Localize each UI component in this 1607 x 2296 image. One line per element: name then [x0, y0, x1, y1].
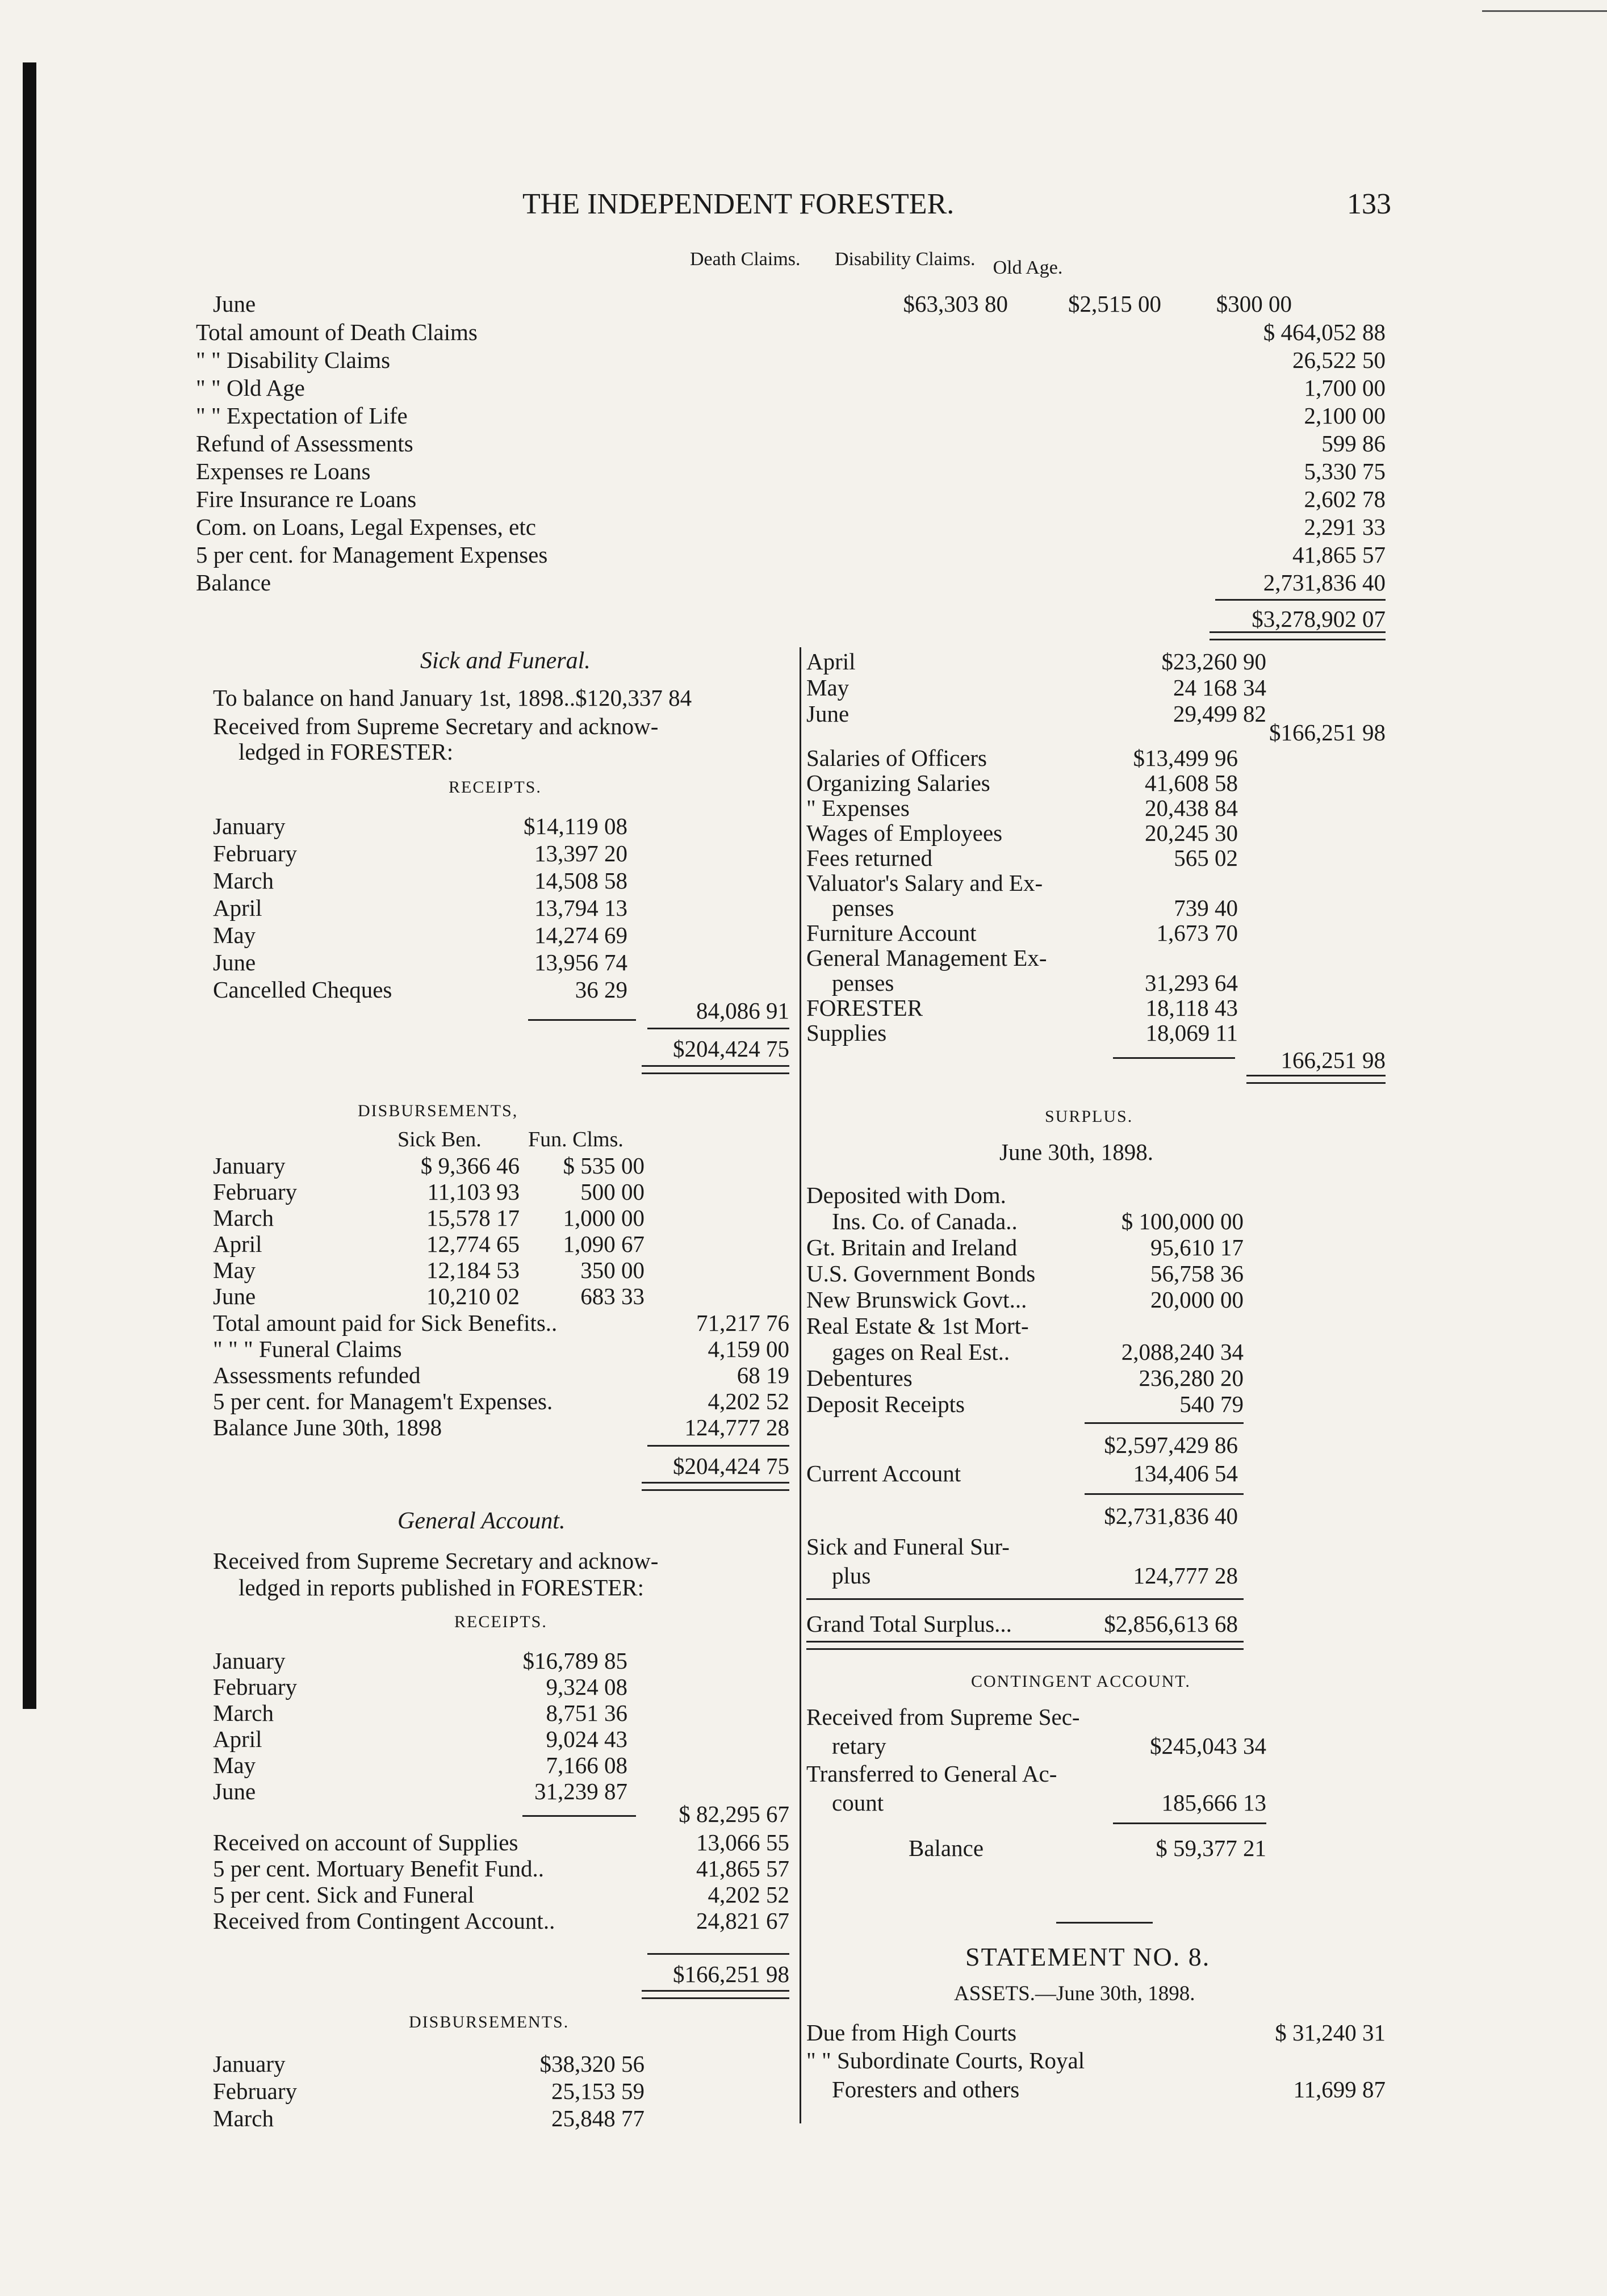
- general-disb-heading: DISBURSEMENTS.: [409, 2013, 570, 2031]
- right-month-row-label: April: [806, 648, 856, 674]
- statement-subtitle: ASSETS.—June 30th, 1898.: [954, 1982, 1195, 2005]
- right-item-row-label: penses: [832, 895, 894, 921]
- sick-receipt-row-label: January: [213, 813, 286, 839]
- surplus-grand-double-rule: [806, 1641, 1244, 1650]
- sick-disb-total: $204,424 75: [673, 1453, 789, 1479]
- right-items-rule: [1113, 1057, 1235, 1059]
- sick-benefit-amount: 12,774 65: [426, 1231, 520, 1257]
- expense-row-label: " " Expectation of Life: [196, 403, 408, 429]
- general-receipt-row: [213, 1646, 627, 1675]
- sick-disb-item-amount: 71,217 76: [696, 1310, 789, 1336]
- right-item-row: [832, 969, 1238, 997]
- sick-receipt-row-amount: 14,274 69: [534, 922, 627, 948]
- sick-receipt-row-label: February: [213, 840, 298, 866]
- general-disb-row-label: January: [213, 2051, 286, 2077]
- sick-opening-line3: ledged in FORESTER:: [238, 739, 454, 765]
- surplus-subtotal2: $2,731,836 40: [1104, 1503, 1238, 1529]
- contingent-line3: Transferred to General Ac-: [806, 1761, 1057, 1787]
- expense-row-amount: 599 86: [1321, 430, 1386, 456]
- expense-row: [196, 457, 1386, 485]
- sick-disb-row: [213, 1282, 645, 1310]
- right-item-row-label: Valuator's Salary and Ex-: [806, 870, 1043, 896]
- right-item-row-label: penses: [832, 970, 894, 996]
- surplus-subtotal: $2,597,429 86: [1104, 1432, 1238, 1458]
- surplus-item-row-label: gages on Real Est..: [832, 1339, 1010, 1365]
- sick-disb-item: [213, 1309, 789, 1337]
- sick-disb-item-amount: 4,159 00: [708, 1336, 789, 1362]
- surplus-item-row: [806, 1285, 1244, 1314]
- surplus-item-row-amount: 236,280 20: [1139, 1365, 1244, 1391]
- expense-row-amount: 41,865 57: [1292, 542, 1386, 568]
- surplus-item-row-amount: 540 79: [1179, 1391, 1244, 1417]
- sick-funeral-title: Sick and Funeral.: [420, 648, 591, 674]
- sick-receipt-row-amount: 13,956 74: [534, 949, 627, 975]
- general-total-rule: [647, 1953, 789, 1955]
- sick-receipt-row-amount: 13,397 20: [534, 840, 627, 866]
- expense-row: [196, 346, 1386, 374]
- expense-row-label: " " Old Age: [196, 375, 305, 401]
- general-other-row-amount: 24,821 67: [696, 1908, 789, 1934]
- surplus-item-row-label: Real Estate & 1st Mort-: [806, 1313, 1029, 1339]
- expense-row-amount: 5,330 75: [1304, 458, 1386, 484]
- sick-benefit-amount: 11,103 93: [427, 1179, 520, 1205]
- sick-receipt-row-amount: 13,794 13: [534, 895, 627, 921]
- right-month-row-amount: $23,260 90: [1161, 648, 1266, 674]
- sick-disb-item: [213, 1335, 789, 1363]
- sick-receipt-row-amount: 36 29: [575, 977, 627, 1003]
- general-receipt-row: [213, 1699, 627, 1727]
- general-receipt-row-label: June: [213, 1778, 256, 1804]
- sick-disb-month: May: [213, 1257, 256, 1283]
- right-item-row-amount: $13,499 96: [1133, 745, 1238, 771]
- general-other-row: [213, 1907, 789, 1935]
- surplus-item-row: [806, 1312, 1244, 1340]
- expense-row-amount: 26,522 50: [1292, 347, 1386, 373]
- sick-benefit-amount: 10,210 02: [426, 1283, 520, 1309]
- expense-row-label: Balance: [196, 569, 271, 596]
- general-other-row: [213, 1828, 789, 1857]
- expense-row-amount: 2,731,836 40: [1263, 569, 1386, 596]
- surplus-item-row-amount: 95,610 17: [1150, 1234, 1244, 1260]
- right-item-row-amount: 565 02: [1174, 845, 1238, 871]
- surplus-rule-3: [806, 1598, 1244, 1600]
- surplus-item-row-label: Deposit Receipts: [806, 1391, 965, 1417]
- statement-separator: [1056, 1922, 1153, 1924]
- sick-benefit-amount: 12,184 53: [426, 1257, 520, 1283]
- general-disb-row: [213, 2077, 645, 2105]
- top-total-row: $3,278,902 07: [1252, 606, 1386, 632]
- general-disb-row-amount: 25,848 77: [551, 2105, 645, 2131]
- right-item-row: [806, 794, 1238, 822]
- sick-disb-rule: [647, 1445, 789, 1447]
- right-items-total: 166,251 98: [1280, 1047, 1386, 1073]
- surplus-current-row: Current Account 134,406 54: [806, 1460, 1238, 1486]
- general-other-row-label: 5 per cent. Sick and Funeral: [213, 1882, 474, 1908]
- col-header-death: Death Claims.: [690, 249, 801, 270]
- right-months-total: $166,251 98: [1269, 719, 1386, 745]
- contingent-heading: CONTINGENT ACCOUNT.: [971, 1672, 1191, 1691]
- sick-receipt-row: [213, 812, 627, 840]
- right-month-row: [806, 647, 1266, 676]
- sick-receipt-row-amount: 14,508 58: [534, 868, 627, 894]
- sick-disb-row: [213, 1204, 645, 1232]
- funeral-claim-amount: 1,090 67: [563, 1231, 645, 1257]
- expense-row-label: " " Disability Claims: [196, 347, 391, 373]
- scan-top-rule: [1482, 10, 1607, 12]
- sick-disb-month: March: [213, 1205, 274, 1231]
- expense-row: [196, 513, 1386, 541]
- right-item-row-label: Organizing Salaries: [806, 770, 990, 796]
- expense-row-amount: 2,602 78: [1304, 486, 1386, 512]
- expense-row-label: Fire Insurance re Loans: [196, 486, 417, 512]
- sick-receipt-row: [213, 894, 627, 922]
- surplus-date: June 30th, 1898.: [999, 1139, 1154, 1165]
- top-total-double-rule: [1210, 631, 1386, 640]
- right-item-row-label: FORESTER: [806, 995, 923, 1021]
- general-receipts-total: $ 82,295 67: [679, 1801, 789, 1827]
- contingent-rule: [1113, 1822, 1266, 1824]
- funeral-claim-amount: $ 535 00: [563, 1153, 645, 1179]
- right-item-row-amount: 1,673 70: [1156, 920, 1238, 946]
- general-disb-row-label: February: [213, 2078, 298, 2104]
- surplus-rule-2: [1085, 1493, 1244, 1495]
- surplus-item-row-label: Gt. Britain and Ireland: [806, 1234, 1018, 1260]
- sick-receipt-row-amount: $14,119 08: [524, 813, 627, 839]
- right-items-double-rule: [1246, 1075, 1386, 1084]
- sick-disb-month: January: [213, 1153, 286, 1179]
- sick-disb-month: April: [213, 1231, 262, 1257]
- right-item-row-label: General Management Ex-: [806, 945, 1047, 971]
- general-receipt-row-amount: 7,166 08: [546, 1752, 627, 1778]
- sick-disb-col-fun: Fun. Clms.: [528, 1128, 623, 1151]
- right-item-row: [806, 944, 1238, 972]
- right-item-row-label: Salaries of Officers: [806, 745, 987, 771]
- general-receipt-row-amount: $16,789 85: [522, 1648, 627, 1674]
- right-item-row-amount: 20,245 30: [1145, 820, 1238, 846]
- general-disb-row: [213, 2104, 645, 2132]
- right-item-row-label: Supplies: [806, 1020, 887, 1046]
- right-item-row: [806, 744, 1238, 772]
- sick-receipts-rule: [528, 1019, 636, 1021]
- right-item-row-amount: 20,438 84: [1145, 795, 1238, 821]
- general-other-row-amount: 13,066 55: [696, 1829, 789, 1855]
- expense-row: [196, 485, 1386, 513]
- expense-row: [196, 429, 1386, 458]
- general-receipt-row-amount: 8,751 36: [546, 1700, 627, 1726]
- general-total-double-rule: [642, 1990, 789, 1999]
- general-receipts-heading: RECEIPTS.: [454, 1612, 547, 1631]
- sick-disb-month: February: [213, 1179, 298, 1205]
- sick-disb-item: [213, 1361, 789, 1389]
- sick-disb-row: [213, 1178, 645, 1206]
- sick-disb-month: June: [213, 1283, 256, 1309]
- general-other-row: [213, 1880, 789, 1909]
- col-header-disability: Disability Claims.: [835, 249, 976, 270]
- general-receipt-row-label: March: [213, 1700, 274, 1726]
- right-item-row-amount: 18,118 43: [1145, 995, 1238, 1021]
- sick-receipt-row: [213, 866, 627, 895]
- surplus-item-row: [806, 1364, 1244, 1392]
- general-receipt-row-amount: 31,239 87: [534, 1778, 627, 1804]
- expense-row-amount: 2,100 00: [1304, 403, 1386, 429]
- right-item-row-amount: 739 40: [1174, 895, 1238, 921]
- funeral-claim-amount: 350 00: [580, 1257, 645, 1283]
- sick-grand-total: $204,424 75: [673, 1036, 789, 1062]
- right-item-row-amount: 41,608 58: [1145, 770, 1238, 796]
- sick-disb-item-label: Assessments refunded: [213, 1362, 421, 1388]
- general-receipt-row: [213, 1725, 627, 1753]
- sick-opening-line2: Received from Supreme Secretary and acknow-: [213, 713, 659, 739]
- expense-row-amount: $ 464,052 88: [1263, 319, 1386, 345]
- expense-row: [196, 541, 1386, 569]
- sick-receipts-total: 84,086 91: [696, 998, 789, 1024]
- surplus-rule-1: [1085, 1422, 1244, 1424]
- surplus-item-row-label: Debentures: [806, 1365, 913, 1391]
- sick-disb-row: [213, 1230, 645, 1258]
- right-item-row-amount: 18,069 11: [1145, 1020, 1238, 1046]
- sick-disb-item: [213, 1387, 789, 1415]
- column-divider: [800, 647, 801, 2123]
- sick-receipt-row-label: June: [213, 949, 256, 975]
- top-sum-rule: [1215, 599, 1386, 601]
- right-item-row: [806, 869, 1238, 897]
- sick-disb-item-label: Total amount paid for Sick Benefits..: [213, 1310, 558, 1336]
- sick-disb-row: [213, 1151, 645, 1180]
- right-month-row-amount: 24 168 34: [1173, 674, 1266, 701]
- statement-row3: Foresters and others 11,699 87: [832, 2076, 1386, 2102]
- sick-disb-item-amount: 4,202 52: [708, 1388, 789, 1414]
- sick-grand-double-rule: [642, 1065, 789, 1074]
- right-month-row-label: June: [806, 701, 849, 727]
- sick-disb-item-label: 5 per cent. for Managem't Expenses.: [213, 1388, 553, 1414]
- right-month-row-label: May: [806, 674, 849, 701]
- general-disb-row-label: March: [213, 2105, 274, 2131]
- right-item-row: [806, 1019, 1238, 1047]
- sick-receipt-row-label: April: [213, 895, 262, 921]
- general-intro2: ledged in reports published in FORESTER:: [238, 1574, 645, 1601]
- contingent-row2: count 185,666 13: [832, 1790, 1266, 1816]
- right-item-row: [806, 994, 1238, 1022]
- right-item-row-amount: 31,293 64: [1145, 970, 1238, 996]
- sick-receipt-row: [213, 839, 627, 868]
- sick-disb-item-label: Balance June 30th, 1898: [213, 1414, 442, 1440]
- sick-disb-item: [213, 1413, 789, 1442]
- right-month-row: [806, 699, 1266, 728]
- col-header-old-age: Old Age.: [993, 257, 1063, 278]
- contingent-balance-row: Balance $ 59,377 21: [909, 1835, 1266, 1861]
- sick-disb-item-amount: 124,777 28: [684, 1414, 789, 1440]
- sick-receipt-row: [213, 975, 627, 1004]
- surplus-item-row-label: New Brunswick Govt...: [806, 1287, 1027, 1313]
- general-disb-row-amount: $38,320 56: [539, 2051, 645, 2077]
- june-claims-row: June $63,303 80 $2,515 00 $300 00: [213, 291, 1292, 317]
- general-other-row-label: Received from Contingent Account..: [213, 1908, 555, 1934]
- expense-row: [196, 401, 1386, 430]
- surplus-item-row-amount: $ 100,000 00: [1121, 1208, 1244, 1234]
- right-item-row: [832, 894, 1238, 922]
- general-receipt-row: [213, 1751, 627, 1779]
- surplus-item-row: [806, 1233, 1244, 1262]
- sick-disb-col-sick: Sick Ben.: [397, 1128, 482, 1151]
- sick-disb-heading: DISBURSEMENTS,: [358, 1101, 518, 1120]
- surplus-item-row: [806, 1181, 1244, 1209]
- general-receipt-row-amount: 9,024 43: [546, 1726, 627, 1752]
- sick-receipt-row: [213, 948, 627, 977]
- right-month-row: [806, 673, 1266, 702]
- right-item-row-label: Fees returned: [806, 845, 932, 871]
- sick-disb-item-amount: 68 19: [736, 1362, 789, 1388]
- right-item-row-label: Wages of Employees: [806, 820, 1003, 846]
- general-other-row-amount: 4,202 52: [708, 1882, 789, 1908]
- right-item-row: [806, 819, 1238, 847]
- sick-receipt-row: [213, 921, 627, 949]
- general-receipt-row-label: February: [213, 1674, 298, 1700]
- sick-benefit-amount: $ 9,366 46: [420, 1153, 520, 1179]
- sick-grand-rule: [647, 1028, 789, 1029]
- expense-row-label: Expenses re Loans: [196, 458, 371, 484]
- general-receipt-row-amount: 9,324 08: [546, 1674, 627, 1700]
- surplus-item-row-amount: 56,758 36: [1150, 1260, 1244, 1287]
- general-other-row-label: 5 per cent. Mortuary Benefit Fund..: [213, 1855, 544, 1882]
- general-intro1: Received from Supreme Secretary and acknow-: [213, 1548, 659, 1574]
- general-other-row: [213, 1854, 789, 1883]
- expense-row-amount: 2,291 33: [1304, 514, 1386, 540]
- general-receipt-row: [213, 1673, 627, 1701]
- expense-row: [196, 374, 1386, 402]
- surplus-sick-label1: Sick and Funeral Sur-: [806, 1534, 1010, 1560]
- sick-receipt-row-label: March: [213, 868, 274, 894]
- expense-row: [196, 568, 1386, 597]
- sick-disb-double-rule: [642, 1482, 789, 1491]
- sick-benefit-amount: 15,578 17: [426, 1205, 520, 1231]
- expense-row-label: Refund of Assessments: [196, 430, 413, 456]
- surplus-item-row: [806, 1390, 1244, 1418]
- sick-opening-line1: To balance on hand January 1st, 1898..$120,337 84: [213, 685, 692, 711]
- contingent-line1: Received from Supreme Sec-: [806, 1704, 1080, 1730]
- surplus-item-row-label: Ins. Co. of Canada..: [832, 1208, 1018, 1234]
- expense-row: [196, 318, 1386, 346]
- general-account-title: General Account.: [397, 1508, 566, 1534]
- surplus-heading: SURPLUS.: [1045, 1107, 1133, 1126]
- surplus-item-row-amount: 2,088,240 34: [1121, 1339, 1244, 1365]
- surplus-item-row: [806, 1259, 1244, 1288]
- general-other-row-amount: 41,865 57: [696, 1855, 789, 1882]
- surplus-item-row: [832, 1207, 1244, 1235]
- general-disb-row: [213, 2050, 645, 2078]
- page-number: 133: [1347, 188, 1391, 220]
- general-disb-row-amount: 25,153 59: [551, 2078, 645, 2104]
- statement-title: STATEMENT NO. 8.: [965, 1942, 1211, 1971]
- right-item-row: [806, 769, 1238, 797]
- sick-receipt-row-label: May: [213, 922, 256, 948]
- surplus-item-row: [832, 1338, 1244, 1366]
- surplus-item-row-label: Deposited with Dom.: [806, 1182, 1006, 1208]
- funeral-claim-amount: 683 33: [580, 1283, 645, 1309]
- page-title: THE INDEPENDENT FORESTER.: [522, 188, 955, 220]
- sick-receipts-heading: RECEIPTS.: [449, 778, 542, 797]
- funeral-claim-amount: 500 00: [580, 1179, 645, 1205]
- general-receipts-rule: [522, 1815, 636, 1817]
- funeral-claim-amount: 1,000 00: [563, 1205, 645, 1231]
- general-receipt-row-label: January: [213, 1648, 286, 1674]
- right-item-row: [806, 919, 1238, 947]
- surplus-grand-row: Grand Total Surplus... $2,856,613 68: [806, 1611, 1238, 1637]
- sick-disb-row: [213, 1256, 645, 1284]
- general-receipt-row-label: April: [213, 1726, 262, 1752]
- general-receipt-row-label: May: [213, 1752, 256, 1778]
- right-item-row: [806, 844, 1238, 872]
- statement-row1: Due from High Courts $ 31,240 31: [806, 2020, 1386, 2046]
- expense-row-amount: 1,700 00: [1304, 375, 1386, 401]
- sick-receipt-row-label: Cancelled Cheques: [213, 977, 392, 1003]
- expense-row-label: Total amount of Death Claims: [196, 319, 478, 345]
- contingent-row1: retary $245,043 34: [832, 1733, 1266, 1759]
- sick-disb-item-label: " " " Funeral Claims: [213, 1336, 402, 1362]
- surplus-sick-row: plus 124,777 28: [832, 1562, 1238, 1589]
- surplus-item-row-amount: 20,000 00: [1150, 1287, 1244, 1313]
- expense-row-label: 5 per cent. for Management Expenses: [196, 542, 548, 568]
- right-month-row-amount: 29,499 82: [1173, 701, 1266, 727]
- general-total: $166,251 98: [673, 1961, 789, 1987]
- right-item-row-label: " Expenses: [806, 795, 910, 821]
- statement-line2: " " Subordinate Courts, Royal: [806, 2047, 1085, 2073]
- surplus-item-row-label: U.S. Government Bonds: [806, 1260, 1036, 1287]
- general-other-row-label: Received on account of Supplies: [213, 1829, 518, 1855]
- right-item-row-label: Furniture Account: [806, 920, 977, 946]
- scan-edge-bar: [23, 62, 36, 1709]
- general-receipt-row: [213, 1777, 627, 1805]
- expense-row-label: Com. on Loans, Legal Expenses, etc: [196, 514, 536, 540]
